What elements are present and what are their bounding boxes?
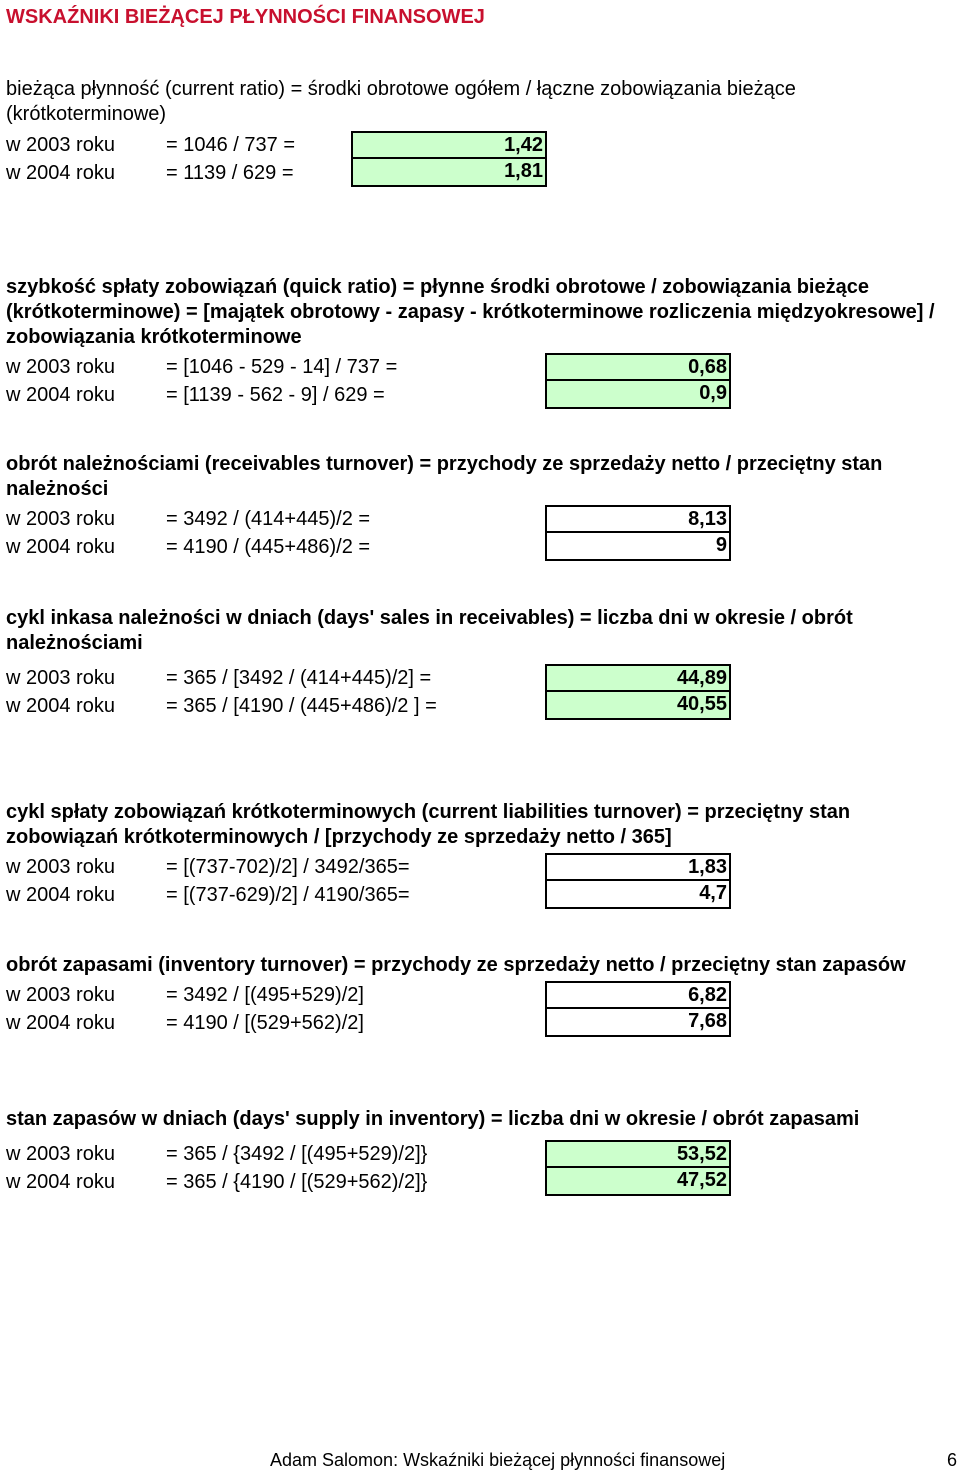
formula: = 3492 / [(495+529)/2]	[166, 984, 364, 1006]
result-value: 7,68	[545, 1009, 731, 1037]
year-label: w 2004 roku	[6, 536, 115, 558]
section-heading: cykl spłaty zobowiązań krótkoterminowych (current liabilities turnover) = przeciętny stan zobowiązań krótkoterminowych / [przychody ze sprzedaży netto / 365]	[6, 801, 851, 848]
result-value: 6,82	[545, 981, 731, 1009]
formula: = [1139 - 562 - 9] / 629 =	[166, 384, 385, 406]
result-row	[6, 381, 946, 409]
result-value: 44,89	[545, 664, 731, 692]
result-value: 0,9	[545, 381, 731, 409]
section-current-ratio	[6, 77, 946, 187]
result-row	[6, 881, 946, 909]
result-row	[6, 131, 946, 159]
page-footer: Adam Salomon: Wskaźniki bieżącej płynności finansowej	[270, 1450, 726, 1470]
section-heading: obrót zapasami (inventory turnover) = przychody ze sprzedaży netto / przeciętny stan zapasów	[6, 954, 906, 976]
result-row	[6, 505, 946, 533]
result-value: 0,68	[545, 353, 731, 381]
result-row	[6, 981, 946, 1009]
year-label: w 2003 roku	[6, 856, 115, 878]
section-heading: cykl inkasa należności w dniach (days' sales in receivables) = liczba dni w okresie / obrót należnościami	[6, 607, 853, 654]
result-value: 1,83	[545, 853, 731, 881]
formula: = 3492 / (414+445)/2 =	[166, 508, 371, 530]
formula: = 365 / {4190 / [(529+562)/2]}	[166, 1171, 428, 1193]
formula: = 365 / [3492 / (414+445)/2] =	[166, 667, 432, 689]
formula: = 4190 / [(529+562)/2]	[166, 1012, 364, 1034]
result-row	[6, 533, 946, 561]
result-value: 40,55	[545, 692, 731, 720]
formula: = 1139 / 629 =	[166, 162, 294, 184]
section-days-sales-receivables	[6, 606, 946, 720]
section-days-supply-inventory	[6, 1107, 946, 1196]
result-value: 9	[545, 533, 731, 561]
result-row	[6, 664, 946, 692]
year-label: w 2004 roku	[6, 162, 115, 184]
result-row	[6, 1168, 946, 1196]
year-label: w 2003 roku	[6, 984, 115, 1006]
section-heading: stan zapasów w dniach (days' supply in inventory) = liczba dni w okresie / obrót zapasami	[6, 1108, 860, 1130]
page-number: 6	[947, 1450, 958, 1470]
section-receivables-turnover	[6, 452, 946, 561]
year-label: w 2004 roku	[6, 1171, 115, 1193]
result-value: 8,13	[545, 505, 731, 533]
result-row	[6, 1009, 946, 1037]
year-label: w 2004 roku	[6, 1012, 115, 1034]
section-quick-ratio	[6, 275, 946, 409]
year-label: w 2003 roku	[6, 1143, 115, 1165]
formula: = [(737-702)/2] / 3492/365=	[166, 856, 410, 878]
result-value: 4,7	[545, 881, 731, 909]
formula: = 365 / {3492 / [(495+529)/2]}	[166, 1143, 428, 1165]
formula: = 365 / [4190 / (445+486)/2 ] =	[166, 695, 437, 717]
result-value: 1,81	[351, 159, 547, 187]
formula: = [1046 - 529 - 14] / 737 =	[166, 356, 398, 378]
result-row	[6, 853, 946, 881]
result-value: 47,52	[545, 1168, 731, 1196]
result-row	[6, 1140, 946, 1168]
year-label: w 2004 roku	[6, 384, 115, 406]
result-value: 1,42	[351, 131, 547, 159]
section-heading: bieżąca płynność (current ratio) = środki obrotowe ogółem / łączne zobowiązania bieżące (krótkoterminowe)	[6, 78, 796, 125]
result-value: 53,52	[545, 1140, 731, 1168]
section-heading: szybkość spłaty zobowiązań (quick ratio) = płynne środki obrotowe / zobowiązania bieżące (krótkoterminowe) = [majątek obrotowy - zapasy - krótkoterminowe rozliczenia międzyokresowe] / zobowiązania krótkoterminowe	[6, 276, 935, 348]
section-liabilities-turnover	[6, 800, 946, 909]
year-label: w 2004 roku	[6, 884, 115, 906]
formula: = 1046 / 737 =	[166, 134, 296, 156]
result-row	[6, 353, 946, 381]
result-row	[6, 692, 946, 720]
section-inventory-turnover	[6, 953, 946, 1037]
year-label: w 2003 roku	[6, 356, 115, 378]
formula: = [(737-629)/2] / 4190/365=	[166, 884, 410, 906]
year-label: w 2003 roku	[6, 667, 115, 689]
formula: = 4190 / (445+486)/2 =	[166, 536, 371, 558]
section-heading: obrót należnościami (receivables turnover) = przychody ze sprzedaży netto / przeciętny stan należności	[6, 453, 883, 500]
year-label: w 2003 roku	[6, 508, 115, 530]
page-title: WSKAŹNIKI BIEŻĄCEJ PŁYNNOŚCI FINANSOWEJ	[6, 6, 485, 28]
result-row	[6, 159, 946, 187]
year-label: w 2004 roku	[6, 695, 115, 717]
year-label: w 2003 roku	[6, 134, 115, 156]
